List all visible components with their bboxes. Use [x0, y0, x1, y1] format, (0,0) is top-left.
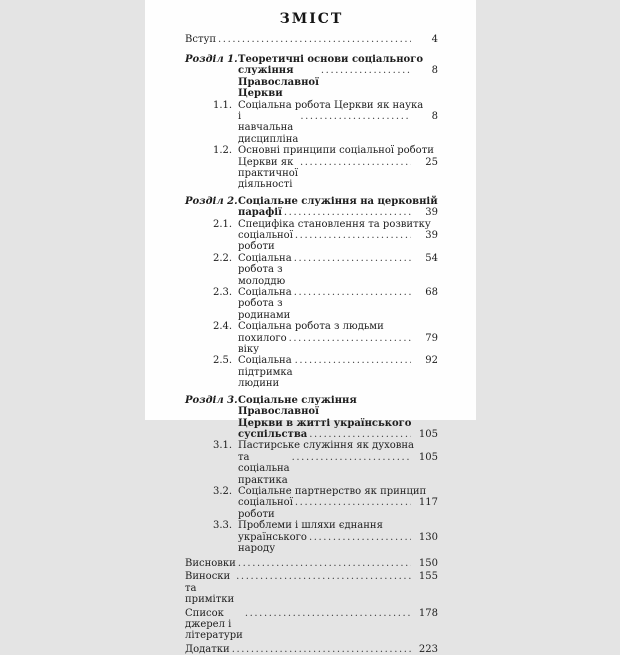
- entry-line: Пастирське служіння як духовна: [238, 440, 415, 452]
- entry-line: Соціальна робота з людьми: [238, 321, 384, 333]
- entry-line: Соціальна робота з родинами: [238, 287, 292, 321]
- chapter-prefix: Розділ 3.: [185, 394, 238, 406]
- toc-entry-2-5: [185, 355, 438, 389]
- entry-page-number: 79: [425, 332, 438, 344]
- toc-entry-1-2: [185, 145, 438, 191]
- chapter-prefix: Розділ 2.: [185, 195, 238, 207]
- chapter-prefix: Розділ 1.: [185, 53, 238, 65]
- subsection-prefix: 2.1.: [213, 218, 233, 230]
- entry-line: Соціальна робота з молоддю: [238, 252, 292, 287]
- entry-line: суспільства: [238, 428, 308, 440]
- entry-line: Соціальне служіння на церковній: [238, 195, 438, 207]
- entry-page-number: 92: [425, 355, 438, 367]
- entry-line: парафії: [238, 207, 282, 219]
- toc-entry-1-1: [185, 100, 438, 146]
- entry-page-number: 117: [418, 497, 438, 509]
- entry-line: служіння Православної Церкви: [238, 65, 319, 100]
- dot-leader: [295, 230, 411, 241]
- dot-leader: [245, 608, 411, 619]
- subsection-prefix: 3.3.: [213, 520, 233, 532]
- entry-page-number: 25: [425, 156, 438, 168]
- dot-leader: [300, 111, 411, 122]
- toc-entry-chapter-2: [185, 196, 438, 219]
- entry-line: Проблеми і шляхи єднання: [238, 520, 383, 532]
- toc-entry-3-3: [185, 520, 438, 554]
- toc-entry-chapter-1: [185, 54, 438, 100]
- entry-line: похилого віку: [238, 332, 287, 356]
- entry-label: Список джерел і літератури: [185, 607, 243, 642]
- entry-page-number: 105: [418, 428, 438, 440]
- entry-line: соціальної роботи: [238, 230, 293, 253]
- entry-line: соціальної роботи: [238, 497, 293, 520]
- toc-entry-conclusions: [185, 558, 438, 569]
- dot-leader: [300, 157, 411, 168]
- subsection-prefix: 2.4.: [213, 321, 233, 333]
- entry-line: Специфіка становлення та розвитку: [238, 218, 431, 230]
- entry-line: Основні принципи соціальної роботи: [238, 145, 434, 157]
- toc-entry-3-1: [185, 440, 438, 486]
- entry-line: Церкви як практичної діяльності: [238, 156, 298, 191]
- toc-entry-2-2: [185, 253, 438, 287]
- subsection-prefix: 3.2.: [213, 485, 233, 497]
- toc-title: ЗМІСТ: [279, 11, 344, 27]
- subsection-prefix: 2.3.: [213, 287, 233, 299]
- dot-leader: [295, 497, 411, 508]
- entry-page-number: 39: [425, 230, 438, 241]
- entry-line: та соціальна практика: [238, 451, 290, 486]
- dot-leader: [309, 429, 411, 440]
- entry-page-number: 223: [418, 643, 438, 655]
- subsection-prefix: 1.2.: [213, 145, 233, 157]
- dot-leader: [284, 207, 411, 218]
- dot-leader: [238, 558, 411, 569]
- subsection-prefix: 3.1.: [213, 440, 233, 452]
- entry-line: Соціальне партнерство як принцип: [238, 485, 427, 497]
- toc-list: [185, 34, 438, 655]
- entry-page-number: 130: [418, 531, 438, 543]
- subsection-prefix: 2.5.: [213, 355, 233, 367]
- entry-label: Висновки: [185, 557, 236, 569]
- dot-leader: [236, 571, 411, 582]
- toc-entry-2-1: [185, 219, 438, 253]
- entry-label: Вступ: [185, 34, 217, 45]
- entry-line: Теоретичні основи соціального: [238, 53, 424, 65]
- dot-leader: [218, 34, 411, 45]
- entry-line: Соціальна робота Церкви як наука: [238, 99, 424, 111]
- dot-leader: [294, 253, 411, 264]
- toc-entry-bibliography: [185, 608, 438, 642]
- entry-label: Додатки: [185, 643, 230, 655]
- dot-leader: [295, 355, 411, 366]
- subsection-prefix: 1.1.: [213, 99, 233, 111]
- entry-page-number: 155: [418, 571, 438, 583]
- entry-page-number: 68: [425, 287, 438, 299]
- subsection-prefix: 2.2.: [213, 252, 233, 264]
- entry-page-number: 150: [418, 557, 438, 569]
- dot-leader: [292, 452, 411, 463]
- dot-leader: [294, 287, 411, 298]
- entry-page-number: 105: [418, 451, 438, 463]
- entry-line: і навчальна дисципліна: [238, 110, 299, 145]
- entry-line: Соціальна підтримка людини: [238, 355, 293, 390]
- entry-line: українського народу: [238, 531, 307, 554]
- dot-leader: [321, 65, 411, 76]
- book-page: [145, 0, 476, 655]
- toc-entry-footnotes: [185, 571, 438, 605]
- entry-page-number: 8: [431, 65, 438, 77]
- dot-leader: [309, 532, 411, 543]
- entry-page-number: 54: [425, 252, 438, 264]
- entry-line: Соціальне служіння Православної: [238, 394, 357, 418]
- entry-page-number: 178: [418, 607, 438, 619]
- toc-entry-2-3: [185, 287, 438, 321]
- toc-entry-3-2: [185, 486, 438, 520]
- toc-entry-appendices: [185, 644, 438, 655]
- dot-leader: [232, 644, 411, 655]
- entry-page-number: 8: [431, 110, 438, 122]
- toc-entry-intro: [185, 34, 438, 45]
- dot-leader: [289, 333, 411, 344]
- entry-page-number: 4: [431, 34, 438, 45]
- toc-entry-2-4: [185, 321, 438, 355]
- entry-page-number: 39: [425, 207, 438, 219]
- entry-label: Виноски та примітки: [185, 571, 235, 606]
- toc-entry-chapter-3: [185, 395, 438, 441]
- entry-line: Церкви в житті українського: [238, 417, 412, 429]
